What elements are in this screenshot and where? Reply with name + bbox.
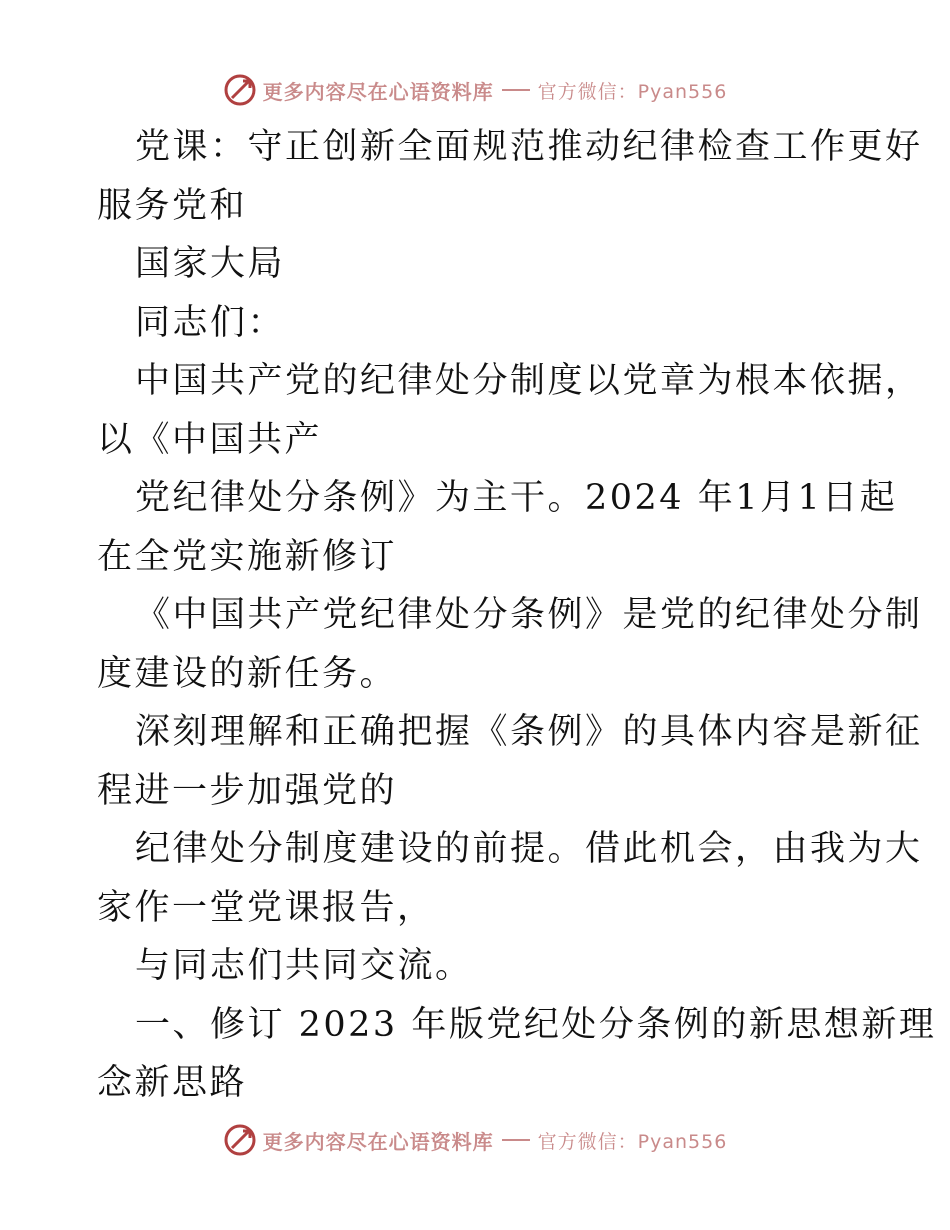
- watermark-contact-text: 官方微信：Pyan556: [537, 80, 728, 103]
- paragraph-line: 党纪律处分条例》为主干。2024 年1月1日起: [135, 478, 898, 518]
- brand-logo-icon: [223, 73, 257, 107]
- paragraph-line: 程进一步加强党的: [97, 770, 398, 811]
- paragraph-line: 度建设的新任务。: [97, 653, 398, 694]
- section-heading-line-1: 一、修订 2023 年版党纪处分条例的新思想新理: [135, 1004, 937, 1045]
- brand-logo-icon: [223, 1123, 257, 1157]
- paragraph-line: 以《中国共产: [97, 419, 323, 460]
- watermark-brand-text: 更多内容尽在心语资料库: [262, 79, 494, 104]
- watermark-divider: [502, 89, 530, 91]
- header-watermark: [0, 70, 950, 110]
- paragraph-line: 深刻理解和正确把握《条例》的具体内容是新征: [135, 712, 923, 752]
- section-heading-line-2: 念新思路: [97, 1063, 248, 1103]
- watermark-divider: [502, 1139, 530, 1141]
- paragraph-line: 纪律处分制度建设的前提。借此机会，由我为大: [135, 829, 923, 869]
- footer-watermark: [0, 1120, 950, 1160]
- paragraph-line: 《中国共产党纪律处分条例》是党的纪律处分制: [135, 595, 923, 635]
- paragraph-line: 在全党实施新修订: [97, 536, 398, 577]
- watermark-brand-text: 更多内容尽在心语资料库: [262, 1129, 494, 1154]
- watermark-contact-text: 官方微信：Pyan556: [537, 1130, 728, 1153]
- title-line-3: 国家大局: [135, 244, 286, 284]
- salutation: 同志们：: [135, 302, 286, 343]
- title-line-1: 党课：守正创新全面规范推动纪律检查工作更好: [135, 127, 923, 167]
- paragraph-line: 家作一堂党课报告，: [97, 887, 435, 928]
- paragraph-line: 与同志们共同交流。: [135, 946, 473, 986]
- document-body: [97, 118, 937, 1113]
- title-line-2: 服务党和: [97, 185, 248, 226]
- paragraph-line: 中国共产党的纪律处分制度以党章为根本依据，: [135, 361, 923, 401]
